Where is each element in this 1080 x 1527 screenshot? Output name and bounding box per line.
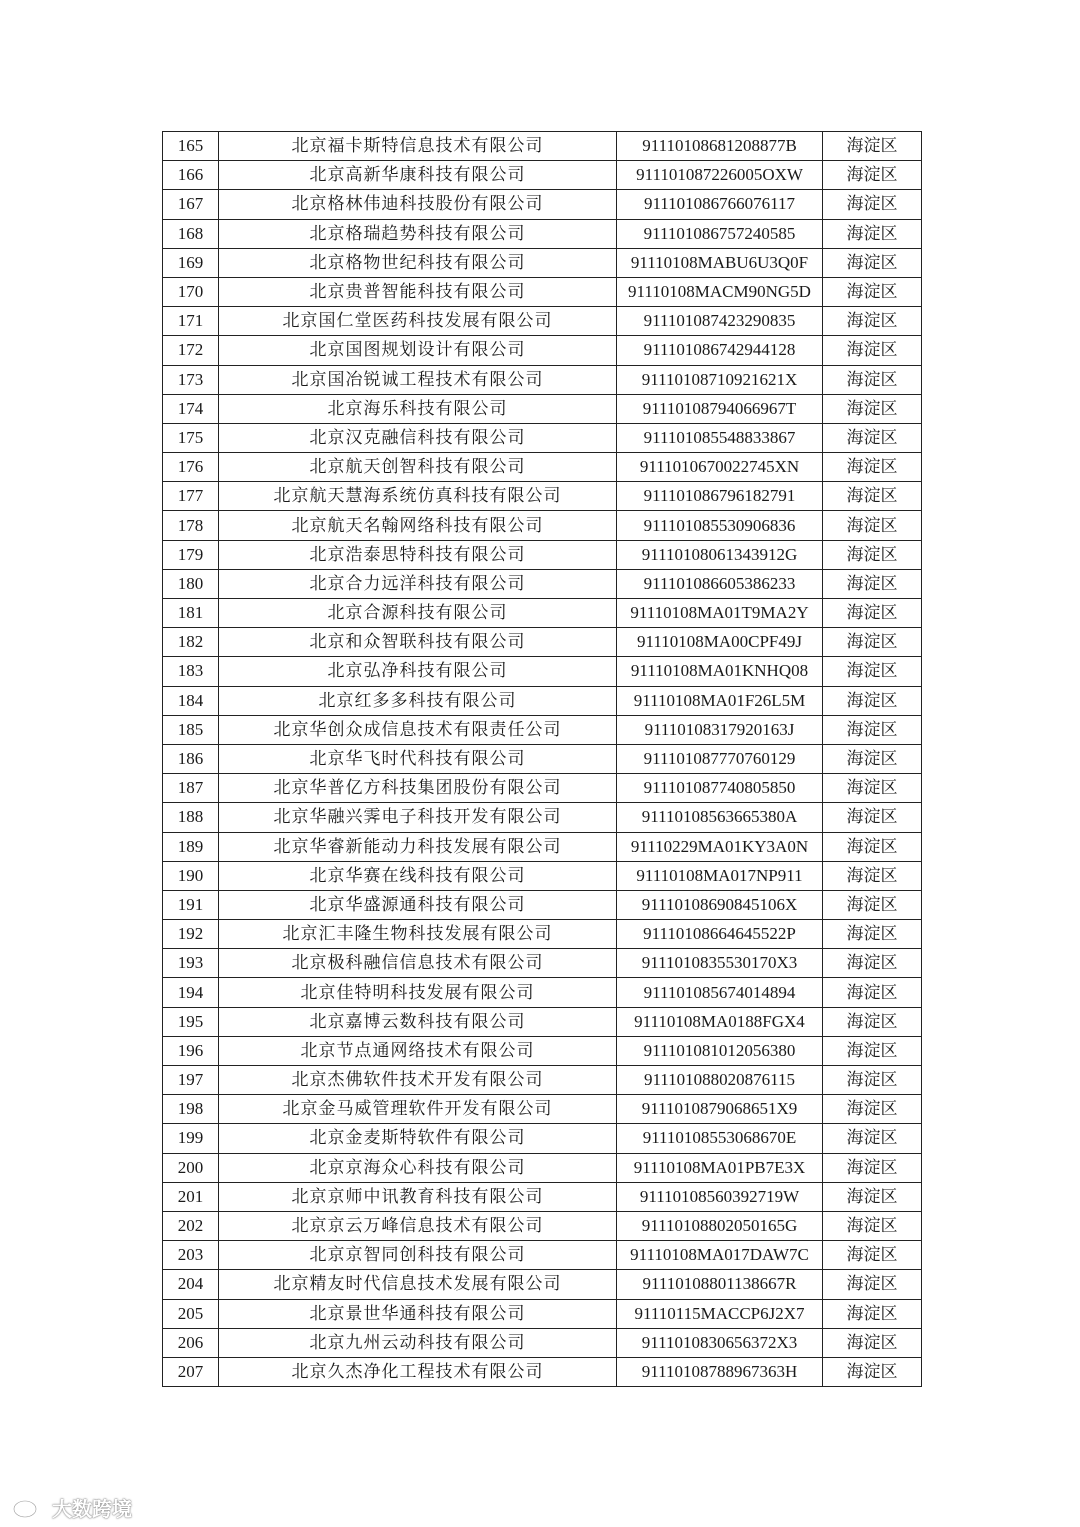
company-name-cell: 北京九州云动科技有限公司 xyxy=(219,1328,617,1357)
row-number-cell: 174 xyxy=(163,394,219,423)
district-cell: 海淀区 xyxy=(823,336,922,365)
district-cell: 海淀区 xyxy=(823,161,922,190)
credit-code-cell: 91110108MA01PB7E3X xyxy=(617,1153,823,1182)
watermark-text: 大数跨境 xyxy=(52,1496,132,1521)
row-number-cell: 178 xyxy=(163,511,219,540)
table-row xyxy=(163,511,922,540)
row-number-cell: 198 xyxy=(163,1095,219,1124)
table-row xyxy=(163,832,922,861)
district-cell: 海淀区 xyxy=(823,482,922,511)
table-row xyxy=(163,482,922,511)
credit-code-cell: 91110108664645522P xyxy=(617,920,823,949)
district-cell: 海淀区 xyxy=(823,190,922,219)
credit-code-cell: 91110108MA01KNHQ08 xyxy=(617,657,823,686)
row-number-cell: 169 xyxy=(163,248,219,277)
credit-code-cell: 91110108MABU6U3Q0F xyxy=(617,248,823,277)
credit-code-cell: 911101088020876115 xyxy=(617,1066,823,1095)
row-number-cell: 185 xyxy=(163,715,219,744)
table-row xyxy=(163,920,922,949)
row-number-cell: 194 xyxy=(163,978,219,1007)
district-cell: 海淀区 xyxy=(823,540,922,569)
row-number-cell: 177 xyxy=(163,482,219,511)
district-cell: 海淀区 xyxy=(823,1182,922,1211)
company-name-cell: 北京华盛源通科技有限公司 xyxy=(219,890,617,919)
credit-code-cell: 91110108MA01F26L5M xyxy=(617,686,823,715)
weibo-logo-icon xyxy=(12,1495,46,1519)
row-number-cell: 184 xyxy=(163,686,219,715)
table-row xyxy=(163,628,922,657)
district-cell: 海淀区 xyxy=(823,1328,922,1357)
table-row xyxy=(163,978,922,1007)
company-name-cell: 北京佳特明科技发展有限公司 xyxy=(219,978,617,1007)
company-name-cell: 北京格瑞趋势科技有限公司 xyxy=(219,219,617,248)
company-name-cell: 北京浩泰思特科技有限公司 xyxy=(219,540,617,569)
credit-code-cell: 91110229MA01KY3A0N xyxy=(617,832,823,861)
company-name-cell: 北京合力远洋科技有限公司 xyxy=(219,569,617,598)
district-cell: 海淀区 xyxy=(823,569,922,598)
company-name-cell: 北京嘉博云数科技有限公司 xyxy=(219,1007,617,1036)
table-row xyxy=(163,394,922,423)
credit-code-cell: 911101085548833867 xyxy=(617,423,823,452)
credit-code-cell: 91110108681208877B xyxy=(617,132,823,161)
table-row xyxy=(163,161,922,190)
table-row xyxy=(163,1328,922,1357)
district-cell: 海淀区 xyxy=(823,949,922,978)
row-number-cell: 190 xyxy=(163,861,219,890)
table-row xyxy=(163,803,922,832)
company-name-cell: 北京华飞时代科技有限公司 xyxy=(219,744,617,773)
row-number-cell: 167 xyxy=(163,190,219,219)
credit-code-cell: 911101087740805850 xyxy=(617,774,823,803)
district-cell: 海淀区 xyxy=(823,1357,922,1386)
table-row xyxy=(163,686,922,715)
district-cell: 海淀区 xyxy=(823,861,922,890)
row-number-cell: 187 xyxy=(163,774,219,803)
row-number-cell: 175 xyxy=(163,423,219,452)
credit-code-cell: 9111010879068651X9 xyxy=(617,1095,823,1124)
row-number-cell: 170 xyxy=(163,277,219,306)
district-cell: 海淀区 xyxy=(823,1095,922,1124)
table-row xyxy=(163,1357,922,1386)
table-row xyxy=(163,861,922,890)
row-number-cell: 204 xyxy=(163,1270,219,1299)
table-row xyxy=(163,1211,922,1240)
credit-code-cell: 91110108794066967T xyxy=(617,394,823,423)
district-cell: 海淀区 xyxy=(823,744,922,773)
credit-code-cell: 91110108MACM90NG5D xyxy=(617,277,823,306)
credit-code-cell: 91110108MA00CPF49J xyxy=(617,628,823,657)
row-number-cell: 192 xyxy=(163,920,219,949)
credit-code-cell: 91110108MA017DAW7C xyxy=(617,1241,823,1270)
row-number-cell: 206 xyxy=(163,1328,219,1357)
credit-code-cell: 9111010670022745XN xyxy=(617,453,823,482)
credit-code-cell: 911101087770760129 xyxy=(617,744,823,773)
credit-code-cell: 9111010835530170X3 xyxy=(617,949,823,978)
district-cell: 海淀区 xyxy=(823,1036,922,1065)
district-cell: 海淀区 xyxy=(823,219,922,248)
credit-code-cell: 91110108MA01T9MA2Y xyxy=(617,599,823,628)
table-row xyxy=(163,423,922,452)
credit-code-cell: 91110108317920163J xyxy=(617,715,823,744)
company-name-cell: 北京汉克融信科技有限公司 xyxy=(219,423,617,452)
credit-code-cell: 91110108788967363H xyxy=(617,1357,823,1386)
table-row xyxy=(163,365,922,394)
credit-code-cell: 911101086742944128 xyxy=(617,336,823,365)
row-number-cell: 173 xyxy=(163,365,219,394)
district-cell: 海淀区 xyxy=(823,453,922,482)
table-row xyxy=(163,336,922,365)
district-cell: 海淀区 xyxy=(823,1270,922,1299)
company-name-cell: 北京华普亿方科技集团股份有限公司 xyxy=(219,774,617,803)
district-cell: 海淀区 xyxy=(823,394,922,423)
table-row xyxy=(163,1182,922,1211)
table-row xyxy=(163,1299,922,1328)
row-number-cell: 199 xyxy=(163,1124,219,1153)
table-row xyxy=(163,190,922,219)
company-name-cell: 北京京智同创科技有限公司 xyxy=(219,1241,617,1270)
company-name-cell: 北京贵普智能科技有限公司 xyxy=(219,277,617,306)
district-cell: 海淀区 xyxy=(823,657,922,686)
row-number-cell: 205 xyxy=(163,1299,219,1328)
company-name-cell: 北京和众智联科技有限公司 xyxy=(219,628,617,657)
district-cell: 海淀区 xyxy=(823,1007,922,1036)
district-cell: 海淀区 xyxy=(823,1211,922,1240)
district-cell: 海淀区 xyxy=(823,1299,922,1328)
table-row xyxy=(163,569,922,598)
credit-code-cell: 911101087226005OXW xyxy=(617,161,823,190)
district-cell: 海淀区 xyxy=(823,511,922,540)
company-name-cell: 北京航天名翰网络科技有限公司 xyxy=(219,511,617,540)
company-name-cell: 北京京海众心科技有限公司 xyxy=(219,1153,617,1182)
row-number-cell: 202 xyxy=(163,1211,219,1240)
company-name-cell: 北京精友时代信息技术发展有限公司 xyxy=(219,1270,617,1299)
table-row xyxy=(163,949,922,978)
district-cell: 海淀区 xyxy=(823,423,922,452)
row-number-cell: 191 xyxy=(163,890,219,919)
company-name-cell: 北京福卡斯特信息技术有限公司 xyxy=(219,132,617,161)
watermark xyxy=(12,1492,132,1522)
row-number-cell: 166 xyxy=(163,161,219,190)
district-cell: 海淀区 xyxy=(823,890,922,919)
table-row xyxy=(163,1153,922,1182)
table-row xyxy=(163,219,922,248)
district-cell: 海淀区 xyxy=(823,307,922,336)
table-row xyxy=(163,453,922,482)
district-cell: 海淀区 xyxy=(823,277,922,306)
district-cell: 海淀区 xyxy=(823,686,922,715)
row-number-cell: 172 xyxy=(163,336,219,365)
table-row xyxy=(163,1066,922,1095)
credit-code-cell: 911101085530906836 xyxy=(617,511,823,540)
company-name-cell: 北京节点通网络技术有限公司 xyxy=(219,1036,617,1065)
row-number-cell: 168 xyxy=(163,219,219,248)
row-number-cell: 183 xyxy=(163,657,219,686)
row-number-cell: 176 xyxy=(163,453,219,482)
company-name-cell: 北京汇丰隆生物科技发展有限公司 xyxy=(219,920,617,949)
table-row xyxy=(163,774,922,803)
company-name-cell: 北京合源科技有限公司 xyxy=(219,599,617,628)
credit-code-cell: 911101086766076117 xyxy=(617,190,823,219)
company-name-cell: 北京京师中讯教育科技有限公司 xyxy=(219,1182,617,1211)
credit-code-cell: 911101086757240585 xyxy=(617,219,823,248)
credit-code-cell: 91110108553068670E xyxy=(617,1124,823,1153)
company-name-cell: 北京格物世纪科技有限公司 xyxy=(219,248,617,277)
row-number-cell: 181 xyxy=(163,599,219,628)
row-number-cell: 200 xyxy=(163,1153,219,1182)
district-cell: 海淀区 xyxy=(823,365,922,394)
table-row xyxy=(163,132,922,161)
district-cell: 海淀区 xyxy=(823,1066,922,1095)
credit-code-cell: 911101087423290835 xyxy=(617,307,823,336)
company-name-cell: 北京航天慧海系统仿真科技有限公司 xyxy=(219,482,617,511)
table-row xyxy=(163,540,922,569)
table-row xyxy=(163,715,922,744)
table-row xyxy=(163,1241,922,1270)
row-number-cell: 179 xyxy=(163,540,219,569)
row-number-cell: 207 xyxy=(163,1357,219,1386)
table-row xyxy=(163,599,922,628)
district-cell: 海淀区 xyxy=(823,920,922,949)
company-name-cell: 北京华创众成信息技术有限责任公司 xyxy=(219,715,617,744)
table-row xyxy=(163,1007,922,1036)
company-table xyxy=(162,131,922,1387)
row-number-cell: 165 xyxy=(163,132,219,161)
table-row xyxy=(163,1124,922,1153)
table-row xyxy=(163,307,922,336)
row-number-cell: 196 xyxy=(163,1036,219,1065)
company-name-cell: 北京国图规划设计有限公司 xyxy=(219,336,617,365)
credit-code-cell: 91110115MACCP6J2X7 xyxy=(617,1299,823,1328)
company-name-cell: 北京华睿新能动力科技发展有限公司 xyxy=(219,832,617,861)
company-name-cell: 北京国仁堂医药科技发展有限公司 xyxy=(219,307,617,336)
table-row xyxy=(163,1270,922,1299)
company-name-cell: 北京华融兴霁电子科技开发有限公司 xyxy=(219,803,617,832)
company-name-cell: 北京金麦斯特软件有限公司 xyxy=(219,1124,617,1153)
district-cell: 海淀区 xyxy=(823,978,922,1007)
row-number-cell: 201 xyxy=(163,1182,219,1211)
district-cell: 海淀区 xyxy=(823,1124,922,1153)
district-cell: 海淀区 xyxy=(823,628,922,657)
company-name-cell: 北京华赛在线科技有限公司 xyxy=(219,861,617,890)
table-row xyxy=(163,1036,922,1065)
credit-code-cell: 911101085674014894 xyxy=(617,978,823,1007)
company-name-cell: 北京高新华康科技有限公司 xyxy=(219,161,617,190)
table-body xyxy=(163,132,922,1387)
company-name-cell: 北京京云万峰信息技术有限公司 xyxy=(219,1211,617,1240)
credit-code-cell: 91110108802050165G xyxy=(617,1211,823,1240)
district-cell: 海淀区 xyxy=(823,832,922,861)
company-name-cell: 北京极科融信信息技术有限公司 xyxy=(219,949,617,978)
table-row xyxy=(163,248,922,277)
row-number-cell: 203 xyxy=(163,1241,219,1270)
credit-code-cell: 91110108801138667R xyxy=(617,1270,823,1299)
row-number-cell: 182 xyxy=(163,628,219,657)
row-number-cell: 171 xyxy=(163,307,219,336)
credit-code-cell: 91110108MA0188FGX4 xyxy=(617,1007,823,1036)
district-cell: 海淀区 xyxy=(823,132,922,161)
district-cell: 海淀区 xyxy=(823,803,922,832)
credit-code-cell: 91110108690845106X xyxy=(617,890,823,919)
table-row xyxy=(163,744,922,773)
company-name-cell: 北京杰佛软件技术开发有限公司 xyxy=(219,1066,617,1095)
table-row xyxy=(163,890,922,919)
district-cell: 海淀区 xyxy=(823,1153,922,1182)
district-cell: 海淀区 xyxy=(823,599,922,628)
district-cell: 海淀区 xyxy=(823,774,922,803)
row-number-cell: 197 xyxy=(163,1066,219,1095)
company-name-cell: 北京格林伟迪科技股份有限公司 xyxy=(219,190,617,219)
credit-code-cell: 91110108563665380A xyxy=(617,803,823,832)
district-cell: 海淀区 xyxy=(823,248,922,277)
company-name-cell: 北京航天创智科技有限公司 xyxy=(219,453,617,482)
row-number-cell: 188 xyxy=(163,803,219,832)
row-number-cell: 189 xyxy=(163,832,219,861)
credit-code-cell: 91110108MA017NP911 xyxy=(617,861,823,890)
company-name-cell: 北京红多多科技有限公司 xyxy=(219,686,617,715)
row-number-cell: 186 xyxy=(163,744,219,773)
table-row xyxy=(163,277,922,306)
credit-code-cell: 911101086605386233 xyxy=(617,569,823,598)
table-row xyxy=(163,1095,922,1124)
row-number-cell: 193 xyxy=(163,949,219,978)
company-name-cell: 北京海乐科技有限公司 xyxy=(219,394,617,423)
credit-code-cell: 91110108710921621X xyxy=(617,365,823,394)
credit-code-cell: 911101086796182791 xyxy=(617,482,823,511)
credit-code-cell: 91110108560392719W xyxy=(617,1182,823,1211)
district-cell: 海淀区 xyxy=(823,1241,922,1270)
company-name-cell: 北京弘净科技有限公司 xyxy=(219,657,617,686)
row-number-cell: 180 xyxy=(163,569,219,598)
company-name-cell: 北京景世华通科技有限公司 xyxy=(219,1299,617,1328)
credit-code-cell: 9111010830656372X3 xyxy=(617,1328,823,1357)
company-name-cell: 北京国冶锐诚工程技术有限公司 xyxy=(219,365,617,394)
credit-code-cell: 911101081012056380 xyxy=(617,1036,823,1065)
table-row xyxy=(163,657,922,686)
row-number-cell: 195 xyxy=(163,1007,219,1036)
credit-code-cell: 91110108061343912G xyxy=(617,540,823,569)
district-cell: 海淀区 xyxy=(823,715,922,744)
company-name-cell: 北京久杰净化工程技术有限公司 xyxy=(219,1357,617,1386)
company-name-cell: 北京金马威管理软件开发有限公司 xyxy=(219,1095,617,1124)
